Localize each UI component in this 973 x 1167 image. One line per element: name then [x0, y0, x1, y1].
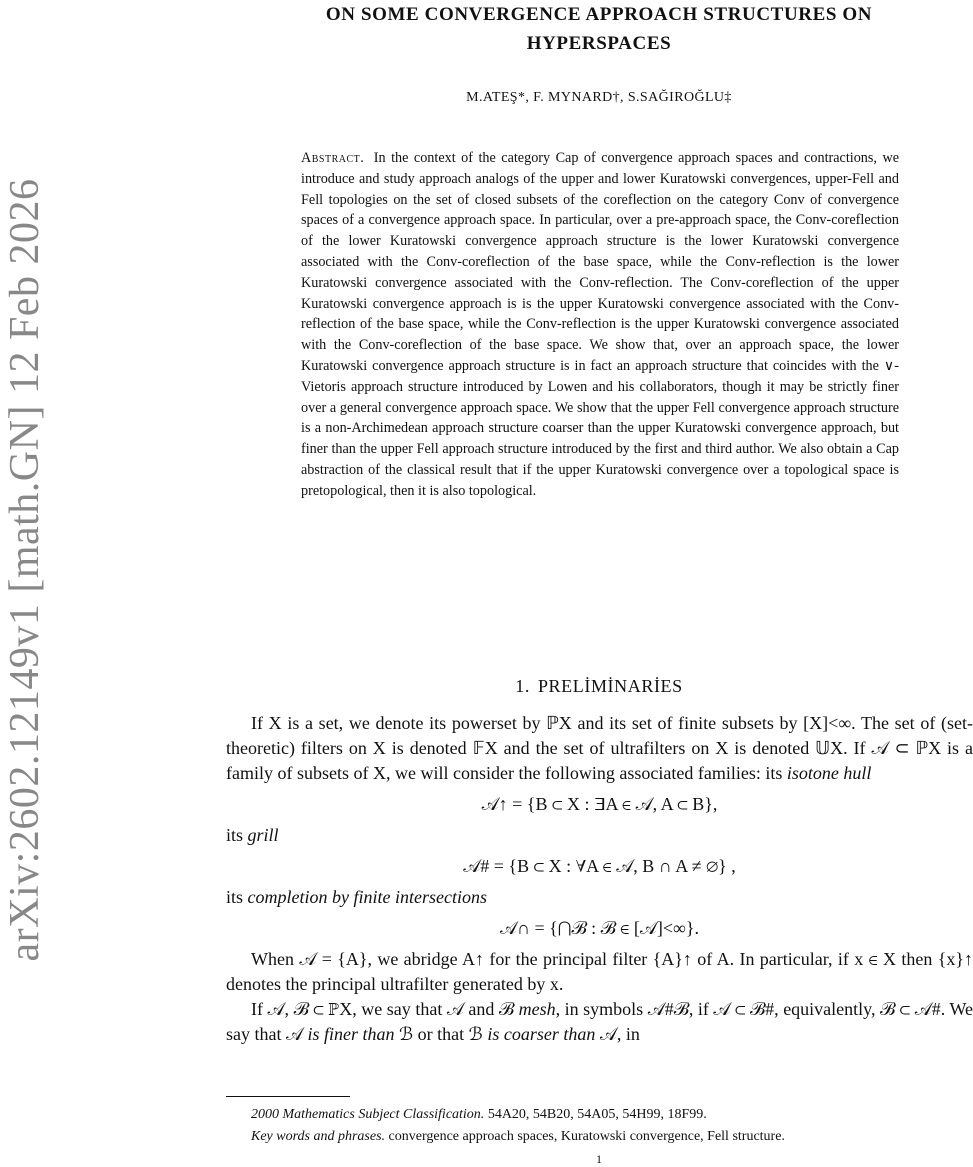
title-line-2: HYPERSPACES [526, 33, 672, 54]
footnote-keywords [226, 1126, 973, 1148]
title-line-1: ON SOME CONVERGENCE APPROACH STRUCTURES ON [325, 4, 873, 25]
equation-grill: 𝒜# = {B ⊂ X : ∀A ∈ 𝒜, B ∩ A ≠ ∅} , [463, 856, 736, 876]
completion-lead: its [226, 887, 244, 907]
abstract-heading: Abstract. [301, 150, 365, 166]
abstract [301, 148, 899, 502]
term-mesh: mesh [518, 999, 556, 1019]
term-completion: completion by finite intersections [247, 887, 487, 907]
section-heading [225, 676, 973, 697]
paragraph-1-text: If X is a set, we denote its powerset by ℙX and its set of finite subsets by [X]<∞. The set of (set-theoretic) filters on X is denoted 𝔽X and the set of ultrafilters on X is denoted 𝕌X. If 𝒜 ⊂ ℙX is a family of subsets of X, we will consider the following associated families: its [226, 713, 973, 783]
section-title: PRELİMİNARİES [537, 676, 683, 696]
footnotes [226, 1104, 973, 1148]
mesh-text-d: 𝒜, in [599, 1024, 640, 1044]
paragraph-principal-filter: When 𝒜 = {A}, we abridge A↑ for the principal filter {A}↑ of A. In particular, if x ∈ X then {x}↑ denotes the principal ultrafilter generated by x. [226, 949, 973, 994]
section-number: 1. [515, 676, 530, 696]
page-number: 1 [596, 1152, 602, 1166]
mesh-text-a: If 𝒜, ℬ ⊂ ℙX, we say that 𝒜 and ℬ [251, 999, 515, 1019]
keywords-label: Key words and phrases. [251, 1129, 386, 1144]
body-text [226, 711, 973, 1047]
term-finer: is finer than [307, 1024, 395, 1044]
paragraph-grill [226, 823, 973, 848]
author-list: M.ATEŞ*, F. MYNARD†, S.SAĞIROĞLU‡ [466, 90, 732, 105]
mesh-text-c: ℬ or that ℬ [399, 1024, 483, 1044]
abstract-text: In the context of the category Cap of convergence approach spaces and contractions, we introduce and study approach analogs of the upper and lower Kuratowski convergences, upper-Fell and Fell topologies on the set of closed subsets of the coreflection on the category Conv of convergence spaces of a convergence approach space. In particular, over a pre-approach space, the Conv-coreflection of the lower Kuratowski convergence approach structure is the lower Kuratowski convergence associated with the Conv-coreflection of the base space, while the Conv-reflection is the lower Kuratowski convergence associated with the Conv-reflection. The Conv-coreflection of the upper Kuratowski convergence approach is is the upper Kuratowski convergence associated with the Conv-reflection of the base space, while the Conv-reflection is the upper Kuratowski convergence associated with the Conv-coreflection of the base space. We show that, over an approach space, the lower Kuratowski convergence approach structure is in fact an approach structure that coincides with the ∨-Vietoris approach structure introduced by Lowen and his collaborators, though it may be strictly finer over a general convergence approach space. We show that the upper Fell convergence approach structure is a non-Archimedean approach structure coarser than the upper Kuratowski convergence approach, but finer than the upper Fell approach structure introduced by the first and third author. We also obtain a Cap abstraction of the classical result that if the upper Kuratowski convergence over a topological space is pretopological, then it is also topological. [301, 150, 899, 499]
paper-title [225, 0, 973, 58]
msc-codes: 54A20, 54B20, 54A05, 54H99, 18F99. [487, 1107, 707, 1122]
term-isotone-hull: isotone hull [786, 763, 872, 783]
term-coarser: is coarser than [487, 1024, 596, 1044]
arxiv-identifier: arXiv:2602.12149v1 [math.GN] 12 Feb 2026 [2, 178, 48, 962]
paragraph-1 [226, 711, 973, 786]
equation-completion: 𝒜∩ = {⋂ℬ : ℬ ∈ [𝒜]<∞}. [499, 918, 700, 938]
msc-label: 2000 Mathematics Subject Classification. [251, 1107, 485, 1122]
mesh-text-b: , in symbols 𝒜#ℬ, if 𝒜 ⊂ ℬ#, equivalently, ℬ ⊂ 𝒜#. We say that 𝒜 [226, 999, 973, 1044]
paragraph-completion [226, 885, 973, 910]
arxiv-sidebar [0, 175, 50, 965]
footnote-msc [226, 1104, 973, 1126]
paragraph-mesh [226, 997, 973, 1047]
keywords-text: convergence approach spaces, Kuratowski convergence, Fell structure. [388, 1129, 785, 1144]
equation-isotone-hull: 𝒜↑ = {B ⊂ X : ∃A ∈ 𝒜, A ⊂ B}, [481, 794, 718, 814]
footnote-divider [226, 1096, 350, 1097]
term-grill: grill [247, 825, 279, 845]
grill-lead: its [226, 825, 244, 845]
